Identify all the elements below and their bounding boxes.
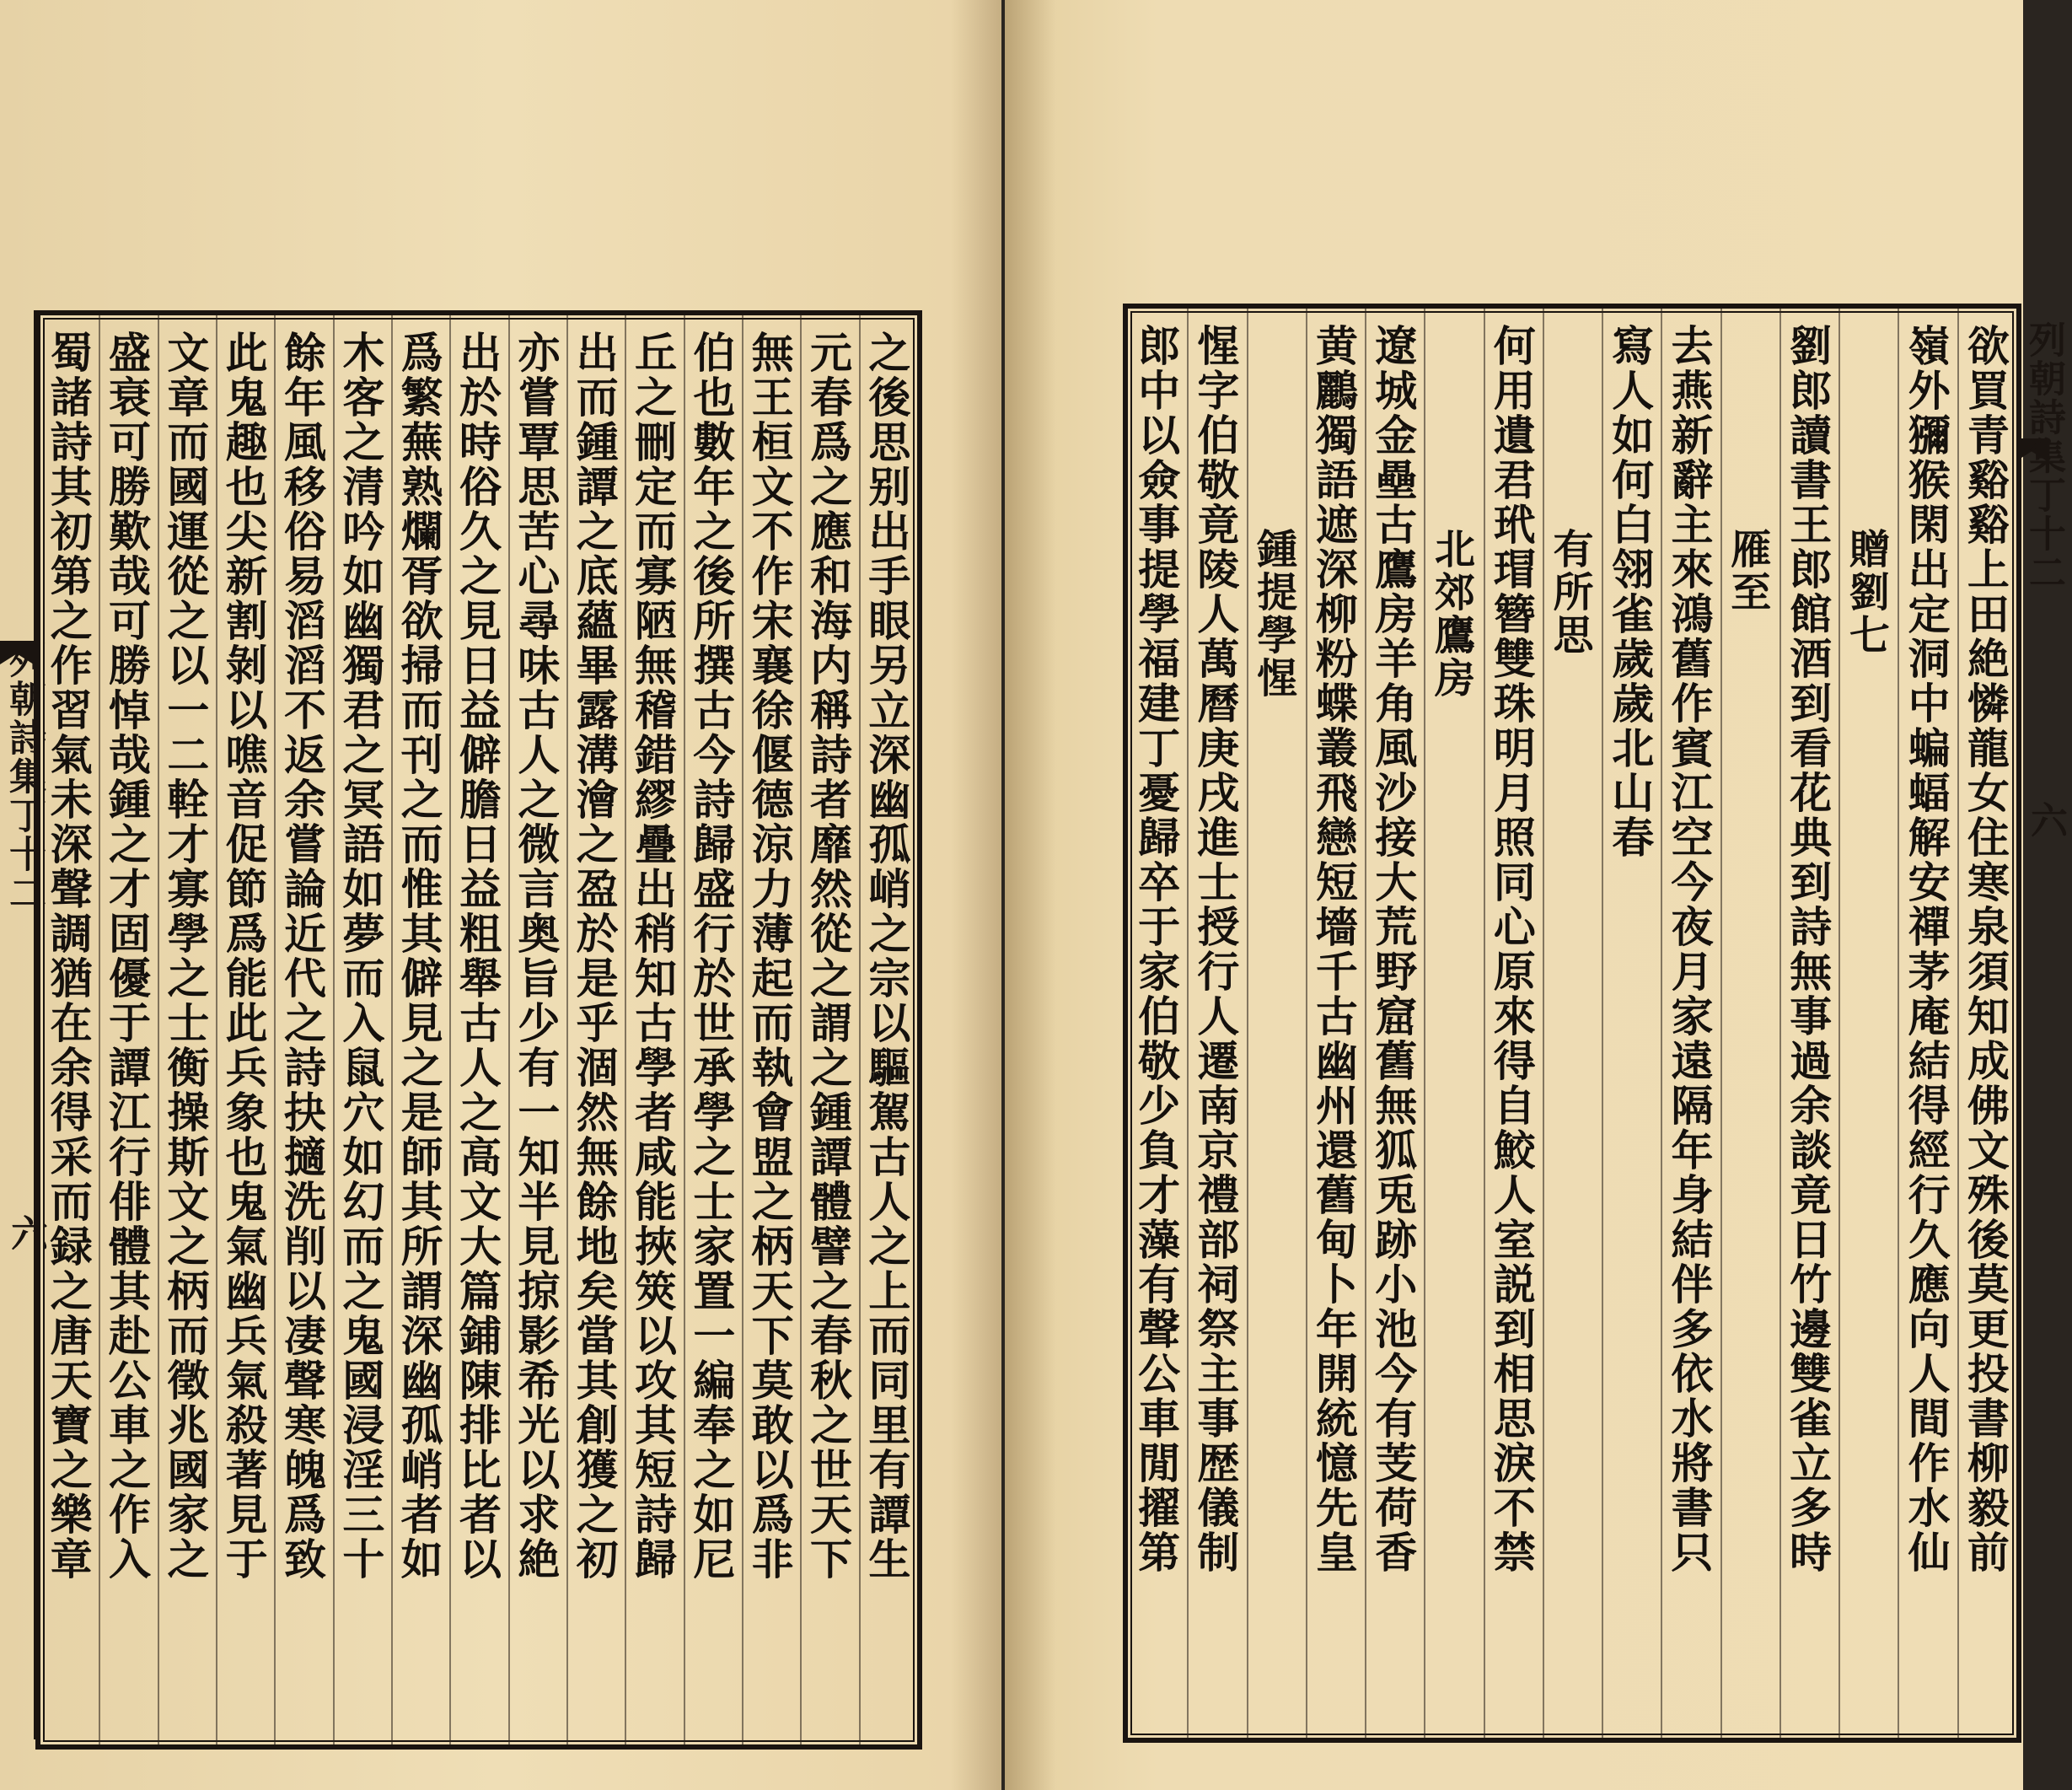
column-rule xyxy=(1957,309,1959,1738)
text-column: 元春爲之應和海内稱詩者靡然從之謂之鍾譚體譬之春秋之世天下 xyxy=(803,331,853,1582)
column-rule xyxy=(1187,309,1189,1738)
column-rule xyxy=(508,315,510,1744)
text-column: 亦嘗覃思苦心尋味古人之微言奥旨少有一知半見掠影希光以求絶 xyxy=(511,331,561,1582)
folio-number: 六 xyxy=(2024,801,2067,838)
column-rule xyxy=(625,315,626,1744)
text-column: 餘年風移俗易滔滔不返余嘗論近代之詩抉擿洗削以凄聲寒魄爲致 xyxy=(277,331,327,1582)
text-column: 伯也數年之後所撰古今詩歸盛行於世承學之士家置一編奉之如尼 xyxy=(686,331,737,1582)
column-rule xyxy=(800,315,802,1744)
column-rule xyxy=(274,315,276,1744)
column-rule xyxy=(216,315,217,1744)
text-column: 丘之刪定而寡陋無稽錯繆疊出稍知古學者咸能挾筴以攻其短詩歸 xyxy=(628,331,678,1582)
poem-title: 雁至 xyxy=(1723,528,1771,614)
text-column: 劉郎讀書王郎館酒到看花典到詩無事過余談竟日竹邊雙雀立多時 xyxy=(1783,324,1833,1575)
column-rule xyxy=(158,315,159,1744)
text-frame xyxy=(1123,304,2021,1743)
text-column: 出而鍾譚之底蘊畢露溝澮之盈於是乎涸然無餘地矣當其創獲之初 xyxy=(569,331,620,1582)
text-column: 蜀諸詩其初第之作習氣未深聲調猶在余得采而録之唐天寶之樂章 xyxy=(43,331,94,1582)
column-rule xyxy=(333,315,335,1744)
text-column: 木客之清吟如幽獨君之冥語如夢而入鼠穴如幻而之鬼國浸淫三十 xyxy=(335,331,386,1582)
folio-number: 六 xyxy=(4,1214,47,1251)
column-rule xyxy=(1720,309,1722,1738)
column-rule xyxy=(566,315,568,1744)
text-column: 出於時俗久之見日益僻膽日益粗舉古人之高文大篇鋪陳排比者以 xyxy=(453,331,502,1582)
text-column: 爲繁蕪熟爛胥欲掃而刊之而惟其僻見之是師其所謂深幽孤峭者如 xyxy=(394,331,444,1582)
column-rule xyxy=(1543,309,1544,1738)
column-rule xyxy=(1484,309,1485,1738)
text-column: 黄鸝獨語遮深柳粉蝶叢飛戀短墻千古幽州還舊甸卜年開統憶先皇 xyxy=(1308,324,1359,1575)
text-column: 何用遺君玳瑁簪雙珠明月照同心原來得自鮫人室説到相思淚不禁 xyxy=(1486,324,1537,1575)
text-frame xyxy=(35,310,922,1750)
column-rule xyxy=(1306,309,1307,1738)
column-rule xyxy=(391,315,393,1744)
left-page xyxy=(0,0,1001,1790)
column-rule xyxy=(742,315,743,1744)
column-rule xyxy=(1365,309,1366,1738)
text-column: 此鬼趣也尖新割剝以噍音促節爲能此兵象也鬼氣幽兵氣殺著見于 xyxy=(218,331,269,1582)
column-rule xyxy=(99,315,100,1744)
column-rule xyxy=(859,315,861,1744)
poem-title: 有所思 xyxy=(1546,528,1593,657)
text-column: 遼城金壘古鷹房羊角風沙接大荒野窟舊無狐兎跡小池今有芰荷香 xyxy=(1368,324,1419,1575)
column-rule xyxy=(449,315,451,1744)
column-rule xyxy=(1424,309,1425,1738)
margin-title: 列朝詩集丁十二 xyxy=(3,641,46,912)
gutter-shadow xyxy=(1005,0,1055,1790)
column-rule xyxy=(1838,309,1840,1738)
text-column: 惺字伯敬竟陵人萬曆庚戌進士授行人遷南京禮部祠祭主事歴儀制 xyxy=(1190,324,1241,1575)
text-column: 嶺外獼猴閑出定洞中蝙蝠解安禪茅庵結得經行久應向人間作水仙 xyxy=(1901,324,1951,1575)
column-rule xyxy=(1898,309,1899,1738)
text-column: 盛衰可勝歎哉可勝悼哉鍾之才固優于譚江行俳體其赴公車之作入 xyxy=(102,331,152,1582)
text-column: 去燕新辭主來鴻舊作賓江空今夜月家遠隔年身結伴多依水將書只 xyxy=(1664,324,1715,1575)
gutter-shadow xyxy=(951,0,1001,1790)
text-column: 寫人如何白翎雀歲歲北山春 xyxy=(1605,324,1656,860)
text-column: 郎中以僉事提學福建丁憂歸卒于家伯敬少負才藻有聲公車閒擢第 xyxy=(1131,324,1182,1575)
column-rule xyxy=(1661,309,1662,1738)
center-strip xyxy=(0,310,36,1739)
column-rule xyxy=(684,315,685,1744)
column-rule xyxy=(1247,309,1248,1738)
column-rule xyxy=(1602,309,1603,1738)
poem-title: 鍾提學惺 xyxy=(1249,528,1297,700)
column-rule xyxy=(1779,309,1781,1738)
poem-title: 北郊鷹房 xyxy=(1427,528,1475,700)
text-column: 欲買青谿谿上田絶憐龍女住寒泉須知成佛文殊後莫更投書柳毅前 xyxy=(1960,324,2010,1575)
poem-title: 贈劉七 xyxy=(1842,528,1890,657)
text-column: 文章而國運從之以一二輇才寡學之士衡操斯文之柄而徵兆國家之 xyxy=(160,331,211,1582)
text-column: 之後思别出手眼另立深幽孤峭之宗以驅駕古人之上而同里有譚生 xyxy=(862,331,912,1582)
text-column: 無王桓文不作宋襄徐偃德涼力薄起而執會盟之柄天下莫敢以爲非 xyxy=(744,331,795,1582)
right-page xyxy=(1005,0,2067,1790)
margin-title: 列朝詩集丁十二 xyxy=(2022,320,2065,592)
